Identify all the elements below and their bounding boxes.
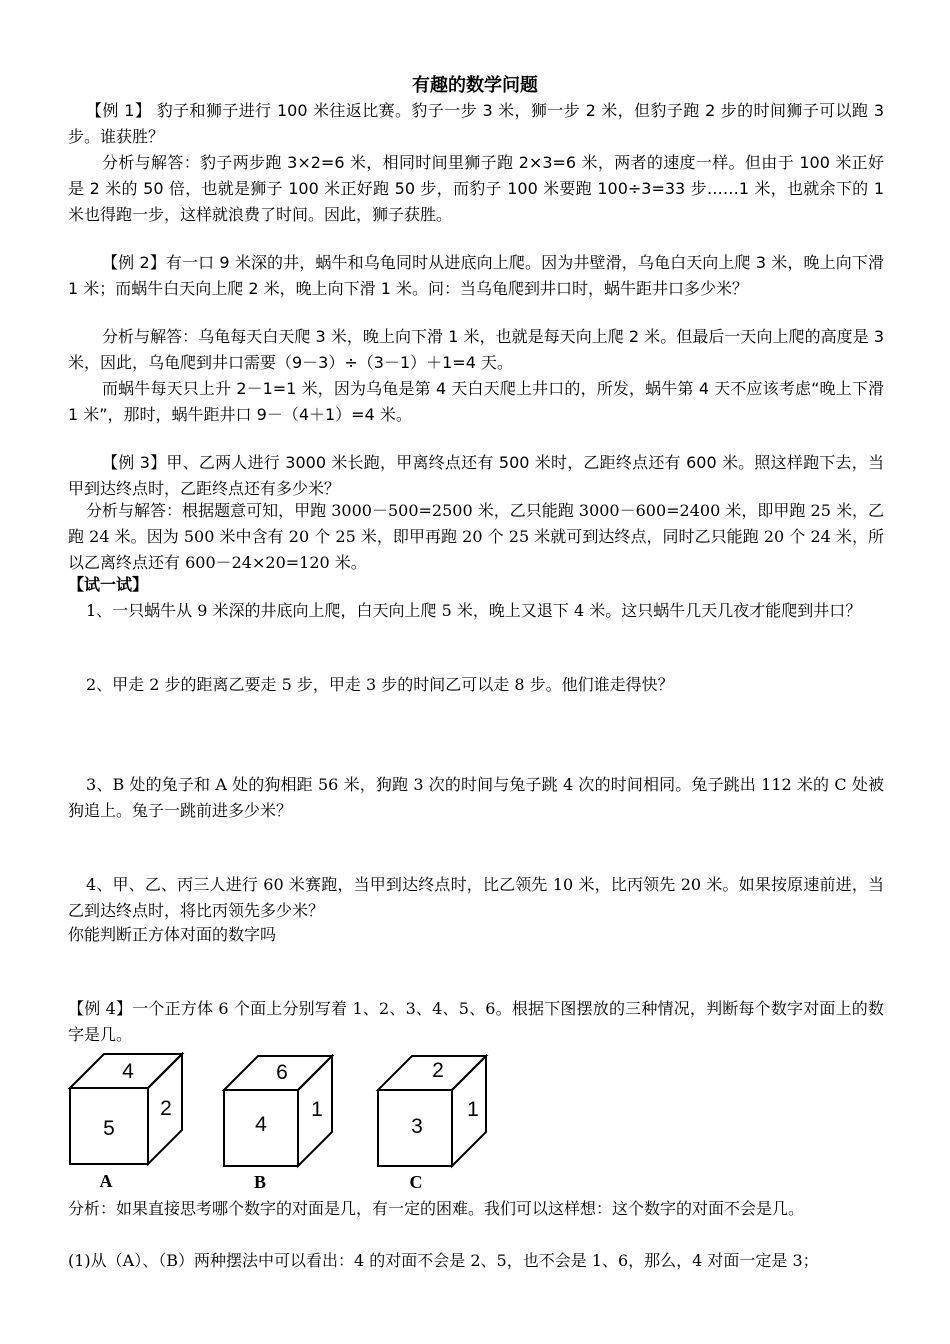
try-question-3: 3、B 处的兔子和 A 处的狗相距 56 米，狗跑 3 次的时间与兔子跳 4 次的时间相同。兔子跳出 112 米的 C 处被狗追上。兔子一跳前进多少米？ <box>68 775 884 820</box>
cube-c-drawing <box>374 1048 504 1198</box>
try-question-1: 1、一只蜗牛从 9 米深的井底向上爬，白天向上爬 5 米，晚上又退下 4 米。这只蜗牛几天几夜才能爬到井口？ <box>86 601 862 620</box>
cube-section-heading: 你能判断正方体对面的数字吗 <box>68 925 277 944</box>
cube-a-drawing <box>66 1048 196 1198</box>
example-3-question: 【例 3】甲、乙两人进行 3000 米长跑，甲离终点还有 500 米时，乙距终点还有 600 米。照这样跑下去，当甲到达终点时，乙距终点还有多少米？ <box>68 453 884 498</box>
example-3-answer: 分析与解答：根据题意可知，甲跑 3000－500=2500 米，乙只能跑 3000－600=2400 米，即甲跑 25 米，乙跑 24 米。因为 500 米中含有 20 个 25 米，即甲再跑 20 个 25 米就可到达终点，同时乙只能跑 20 个 24 米，所以乙离终点还有 600－24×20=120 米。 <box>68 501 884 572</box>
cube-c-front-number: 3 <box>411 1115 423 1138</box>
cube-a-label: A <box>99 1171 113 1191</box>
try-question-2: 2、甲走 2 步的距离乙要走 5 步，甲走 3 步的时间乙可以走 8 步。他们谁走得快？ <box>86 675 674 694</box>
example-2-answer-1: 分析与解答：乌龟每天白天爬 3 米，晚上向下滑 1 米，也就是每天向上爬 2 米。但最后一天向上爬的高度是 3 米，因此，乌龟爬到井口需要（9－3）÷（3－1）＋1=4 天。 <box>68 327 884 372</box>
cube-a-right-number: 2 <box>160 1097 172 1120</box>
example-4-analysis: 分析：如果直接思考哪个数字的对面是几，有一定的困难。我们可以这样想：这个数字的对面不会是几。 <box>68 1199 805 1218</box>
example-1-answer: 分析与解答：豹子两步跑 3×2=6 米，相同时间里狮子跑 2×3=6 米，两者的速度一样。但由于 100 米正好是 2 米的 50 倍，也就是狮子 100 米正好跑 50 步，而豹子 100 米要跑 100÷3=33 步……1 米，也就余下的 1 米也得跑一步，这样就浪费了时间。因此，狮子获胜。 <box>68 153 884 224</box>
cube-b-right-number: 1 <box>311 1098 323 1121</box>
cube-a-front-number: 5 <box>103 1117 115 1140</box>
cube-c-label: C <box>409 1172 423 1192</box>
cube-b-top-number: 6 <box>276 1061 288 1084</box>
cube-b-figure <box>220 1048 350 1198</box>
cube-b-drawing <box>220 1048 350 1198</box>
cube-b-label: B <box>253 1172 267 1192</box>
example-2-answer-2: 而蜗牛每天只上升 2－1=1 米，因为乌龟是第 4 天白天爬上井口的，所发，蜗牛第 4 天不应该考虑“晚上下滑 1 米”，那时，蜗牛距井口 9－（4＋1）=4 米。 <box>68 379 884 424</box>
example-4-question: 【例 4】一个正方体 6 个面上分别写着 1、2、3、4、5、6。根据下图摆放的三种情况，判断每个数字对面上的数字是几。 <box>68 999 884 1044</box>
cube-c-top-number: 2 <box>432 1059 444 1082</box>
example-2-question: 【例 2】有一口 9 米深的井，蜗牛和乌龟同时从进底向上爬。因为井壁滑，乌龟白天向上爬 3 米，晚上向下滑 1 米；而蜗牛白天向上爬 2 米，晚上向下滑 1 米。问：当乌龟爬到井口时，蜗牛距井口多少米？ <box>68 253 884 298</box>
try-heading: 【试一试】 <box>68 575 149 594</box>
cube-c-right-number: 1 <box>467 1098 479 1121</box>
cube-a-figure <box>66 1048 196 1198</box>
cube-c-figure <box>374 1048 504 1198</box>
cube-a-top-number: 4 <box>122 1060 134 1083</box>
example-1-question: 【例 1】 豹子和狮子进行 100 米往返比赛。豹子一步 3 米，狮一步 2 米，但豹子跑 2 步的时间狮子可以跑 3 步。谁获胜？ <box>68 101 884 146</box>
page-title: 有趣的数学问题 <box>412 75 538 96</box>
try-question-4: 4、甲、乙、丙三人进行 60 米赛跑，当甲到达终点时，比乙领先 10 米，比丙领先 20 米。如果按原速前进，当乙到达终点时，将比丙领先多少米？ <box>68 875 884 920</box>
example-4-step-1: (1)从（A）、（B）两种摆法中可以看出：4 的对面不会是 2、5，也不会是 1、6，那么，4 对面一定是 3； <box>68 1251 819 1270</box>
cube-b-front-number: 4 <box>255 1113 267 1136</box>
